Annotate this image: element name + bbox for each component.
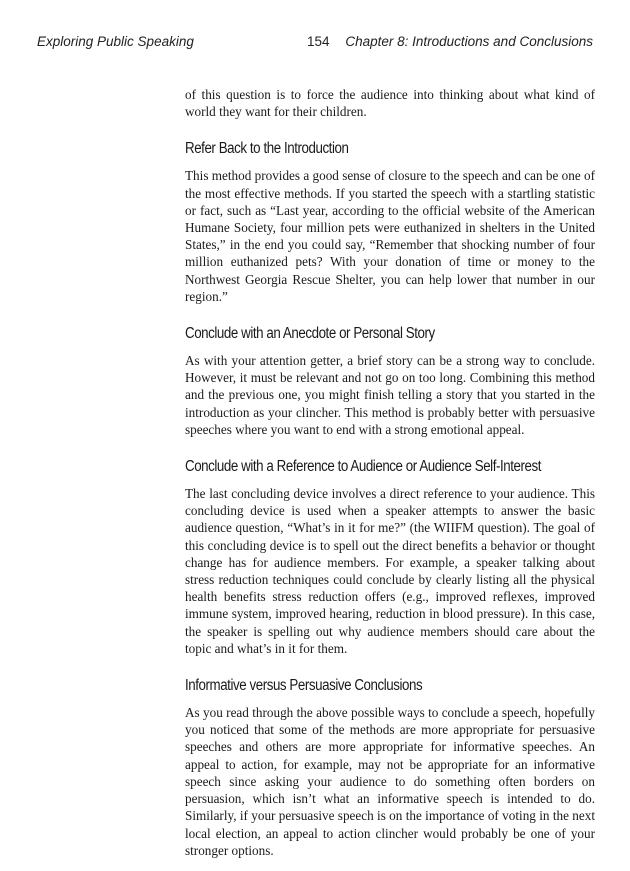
running-header <box>37 34 593 54</box>
book-title: Exploring Public Speaking <box>37 34 194 49</box>
page-number: 154 <box>307 34 330 49</box>
section-paragraph-anecdote: As with your attention getter, a brief story can be a strong way to conclude. However, it must be relevant and not go on too long. Combining this method and the previous one, you might finish telling a story that you started in the introduction as your clincher. This method is probably better with persuasive speeches where you want to end with a strong emotional appeal. <box>185 353 595 437</box>
intro-continuation-paragraph: of this question is to force the audience into thinking about what kind of world they want for their children. <box>185 87 595 120</box>
section-paragraph-refer-back: This method provides a good sense of closure to the speech and can be one of the most effective methods. If you started the speech with a startling statistic or fact, such as “Last year, according to the official website of the American Humane Society, four million pets were euthanized in shelters in the United States,” in the end you could say, “Remember that shocking number of four million euthanized pets? With your donation of time or money to the Northwest Georgia Rescue Shelter, you can help lower that number in our region.” <box>185 168 595 304</box>
section-heading-informative-vs-persuasive: Informative versus Persuasive Conclusions <box>185 677 423 695</box>
section-heading-audience-self-interest: Conclude with a Reference to Audience or Audience Self-Interest <box>185 458 542 476</box>
section-paragraph-audience-self-interest: The last concluding device involves a direct reference to your audience. This concluding device is used when a speaker attempts to answer the basic audience question, “What’s in it for me?” (the WIIFM question). The goal of this concluding device is to spell out the direct benefits a behavior or thought change has for audience members. For example, a speaker talking about stress reduction techniques could conclude by clearly listing all the physical health benefits stress reduction offers (e.g., improved reflexes, improved immune system, improved hearing, reduction in blood pressure). In this case, the speaker is spelling out why audience members should care about the topic and what’s in it for them. <box>185 486 595 656</box>
section-heading-anecdote: Conclude with an Anecdote or Personal Story <box>185 325 435 343</box>
chapter-title: Chapter 8: Introductions and Conclusions <box>345 34 593 49</box>
page-body <box>185 86 595 871</box>
section-heading-refer-back: Refer Back to the Introduction <box>185 140 349 158</box>
section-paragraph-informative-vs-persuasive: As you read through the above possible ways to conclude a speech, hopefully you noticed that some of the methods are more appropriate for persuasive speeches and others are more appropriate for informative speeches. An appeal to action, for example, may not be appropriate for an informative speech since asking your audience to do something often borders on persuasion, which isn’t what an informative speech is intended to do. Similarly, if your persuasive speech is on the importance of voting in the next local election, an appeal to action clincher would probably be one of your stronger options. <box>185 705 595 858</box>
